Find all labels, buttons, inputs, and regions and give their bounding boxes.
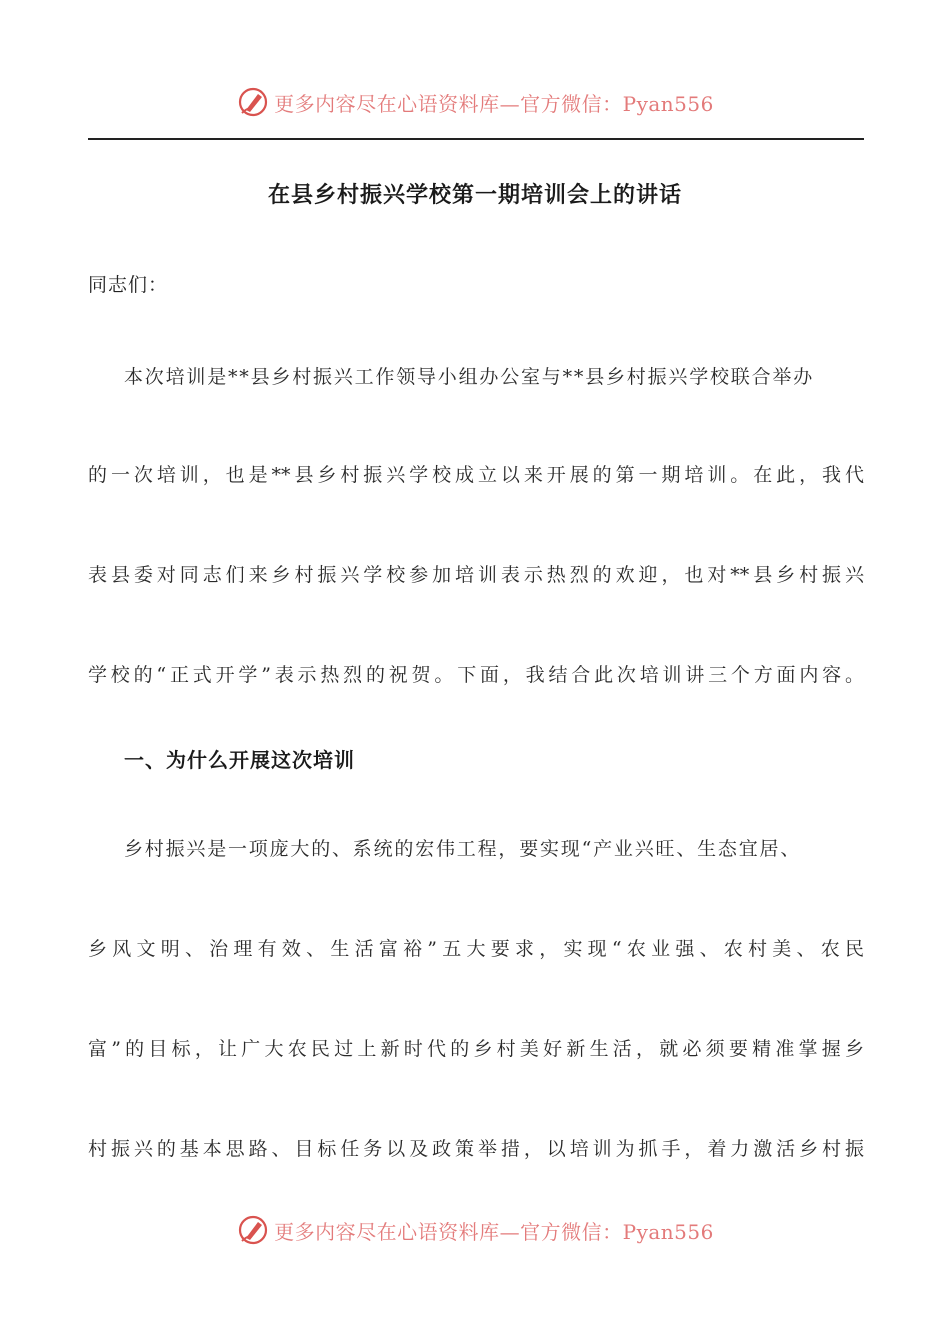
- footer-banner: [0, 1210, 950, 1250]
- paragraph-line: 村振兴的基本思路、目标任务以及政策举措，以培训为抓手，着力激活乡村振: [88, 1138, 864, 1160]
- paragraph-line: 乡风文明、治理有效、生活富裕”五大要求，实现“农业强、农村美、农民: [88, 938, 864, 960]
- footer-banner-text: 更多内容尽在心语资料库—官方微信：Pyan556: [274, 1219, 714, 1244]
- paragraph-line: 富”的目标，让广大农民过上新时代的乡村美好新生活，就必须要精准掌握乡: [88, 1038, 864, 1060]
- paragraph-line: 的一次培训，也是**县乡村振兴学校成立以来开展的第一期培训。在此，我代: [88, 464, 864, 486]
- header-divider: [88, 138, 864, 140]
- paragraph-line: 乡村振兴是一项庞大的、系统的宏伟工程，要实现“产业兴旺、生态宜居、: [124, 838, 802, 860]
- pen-nib-logo-icon: [236, 1213, 270, 1247]
- paragraph-line: 表县委对同志们来乡村振兴学校参加培训表示热烈的欢迎，也对**县乡村振兴: [88, 564, 864, 586]
- header-banner: [0, 82, 950, 122]
- paragraph-line: 本次培训是**县乡村振兴工作领导小组办公室与**县乡村振兴学校联合举办: [124, 366, 815, 388]
- section-heading: 一、为什么开展这次培训: [124, 748, 355, 772]
- pen-nib-logo-icon: [236, 85, 270, 119]
- document-title: 在县乡村振兴学校第一期培训会上的讲话: [267, 183, 682, 208]
- header-banner-text: 更多内容尽在心语资料库—官方微信：Pyan556: [274, 91, 714, 116]
- greeting: 同志们：: [88, 274, 169, 296]
- paragraph-line: 学校的“正式开学”表示热烈的祝贺。下面，我结合此次培训讲三个方面内容。: [88, 664, 864, 686]
